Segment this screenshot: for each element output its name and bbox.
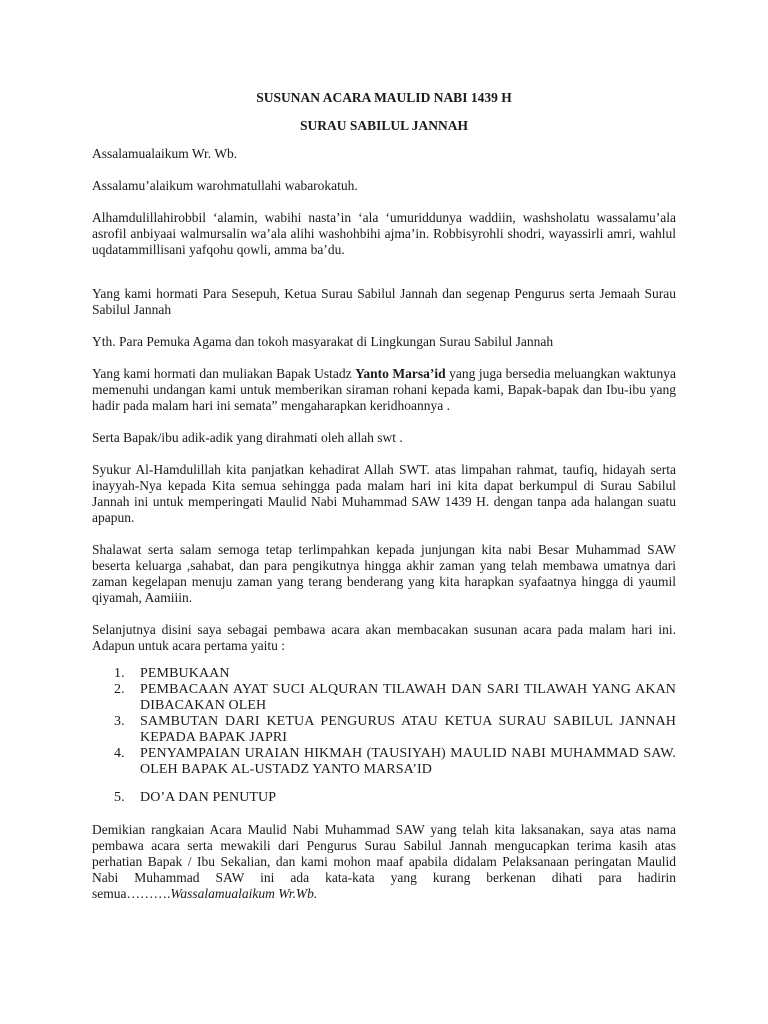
agenda-item — [92, 746, 676, 778]
agenda-item — [92, 790, 676, 806]
agenda-number: 2. — [114, 682, 125, 697]
respect-paragraph-4: Serta Bapak/ibu adik-adik yang dirahmati oleh allah swt . — [92, 430, 403, 445]
opening-paragraph: Alhamdulillahirobbil ‘alamin, wabihi nasta’in ‘ala ‘umuriddunya waddiin, washsholatu wassalamu’ala asrofil anbiyaai walmursalin wa’ala alihi washohbihi ajma’in. Robbisyrohli shodri, wayassirli amri, wahlul uqdatammillisani yafqohu qowli, amma ba’du. — [92, 210, 676, 257]
agenda-text: PEMBUKAAN — [140, 666, 230, 681]
agenda-number: 3. — [114, 714, 125, 729]
agenda-list — [92, 666, 676, 778]
syukur-paragraph: Syukur Al-Hamdulillah kita panjatkan kehadirat Allah SWT. atas limpahan rahmat, taufiq, hidayah serta inayyah-Nya kepada Kita semua sehingga pada malam hari ini kita dapat berkumpul di Surau Sabilul Jannah ini untuk memperingati Maulid Nabi Muhammad SAW 1439 H. dengan tanpa ada halangan suatu apapun. — [92, 462, 676, 525]
greeting-2: Assalamu’alaikum warohmatullahi wabarokatuh. — [92, 178, 358, 193]
shalawat-paragraph: Shalawat serta salam semoga tetap terlimpahkan kepada junjungan kita nabi Besar Muhammad SAW beserta keluarga ,sahabat, dan para pengikutnya hingga akhir zaman yang telah membawa umatnya dari zaman kegelapan menuju zaman yang terang benderang yang kita harapkan syafaatnya hingga di yaumil qiyamah, Aamiiin. — [92, 542, 676, 605]
document-title: SUSUNAN ACARA MAULID NABI 1439 H — [256, 90, 512, 105]
agenda-item — [92, 666, 676, 682]
agenda-number: 1. — [114, 666, 125, 681]
ustadz-name: Yanto Marsa’id — [355, 366, 446, 381]
intro-paragraph: Selanjutnya disini saya sebagai pembawa acara akan membacakan susunan acara pada malam hari ini. Adapun untuk acara pertama yaitu : — [92, 622, 676, 653]
agenda-number: 5. — [114, 790, 125, 805]
agenda-item — [92, 714, 676, 746]
respect-paragraph-3 — [92, 366, 676, 414]
respect-3-after: yang juga bersedia meluangkan waktunya memenuhi undangan kami untuk memberikan siraman rohani kepada kami, Bapak-bapak dan Ibu-ibu yang hadir pada malam hari ini semata” mengaharapkan keridhoannya . — [92, 366, 676, 413]
closing-salam: Wassalamualaikum Wr.Wb. — [170, 886, 318, 901]
closing-text: Demikian rangkaian Acara Maulid Nabi Muhammad SAW yang telah kita laksanakan, saya atas nama pembawa acara serta mewakili dari Pengurus Surau Sabilul Jannah mengucapkan terima kasih atas perhatian Bapak / Ibu Sekalian, dan kami mohon maaf apabila didalam Pelaksanaan peringatan Maulid Nabi Muhammad SAW ini ada kata-kata yang kurang berkenan dihati para hadirin semua………. — [92, 822, 676, 901]
respect-paragraph-1: Yang kami hormati Para Sesepuh, Ketua Surau Sabilul Jannah dan segenap Pengurus serta Jemaah Surau Sabilul Jannah — [92, 286, 676, 317]
agenda-item — [92, 682, 676, 714]
agenda-list-final — [92, 790, 676, 806]
agenda-text: PEMBACAAN AYAT SUCI ALQURAN TILAWAH DAN SARI TILAWAH YANG AKAN DIBACAKAN OLEH — [140, 682, 676, 713]
document-subtitle: SURAU SABILUL JANNAH — [299, 118, 469, 133]
agenda-number: 4. — [114, 746, 125, 761]
agenda-text: SAMBUTAN DARI KETUA PENGURUS ATAU KETUA SURAU SABILUL JANNAH KEPADA BAPAK JAPRI — [140, 714, 676, 745]
agenda-text: PENYAMPAIAN URAIAN HIKMAH (TAUSIYAH) MAULID NABI MUHAMMAD SAW. OLEH BAPAK AL-USTADZ YANTO MARSA’ID — [140, 746, 676, 777]
greeting-1: Assalamualaikum Wr. Wb. — [92, 146, 238, 161]
agenda-text: DO’A DAN PENUTUP — [140, 790, 277, 805]
respect-3-before: Yang kami hormati dan muliakan Bapak Ustadz — [92, 366, 356, 381]
closing-paragraph — [92, 822, 676, 902]
respect-paragraph-2: Yth. Para Pemuka Agama dan tokoh masyarakat di Lingkungan Surau Sabilul Jannah — [92, 334, 554, 349]
